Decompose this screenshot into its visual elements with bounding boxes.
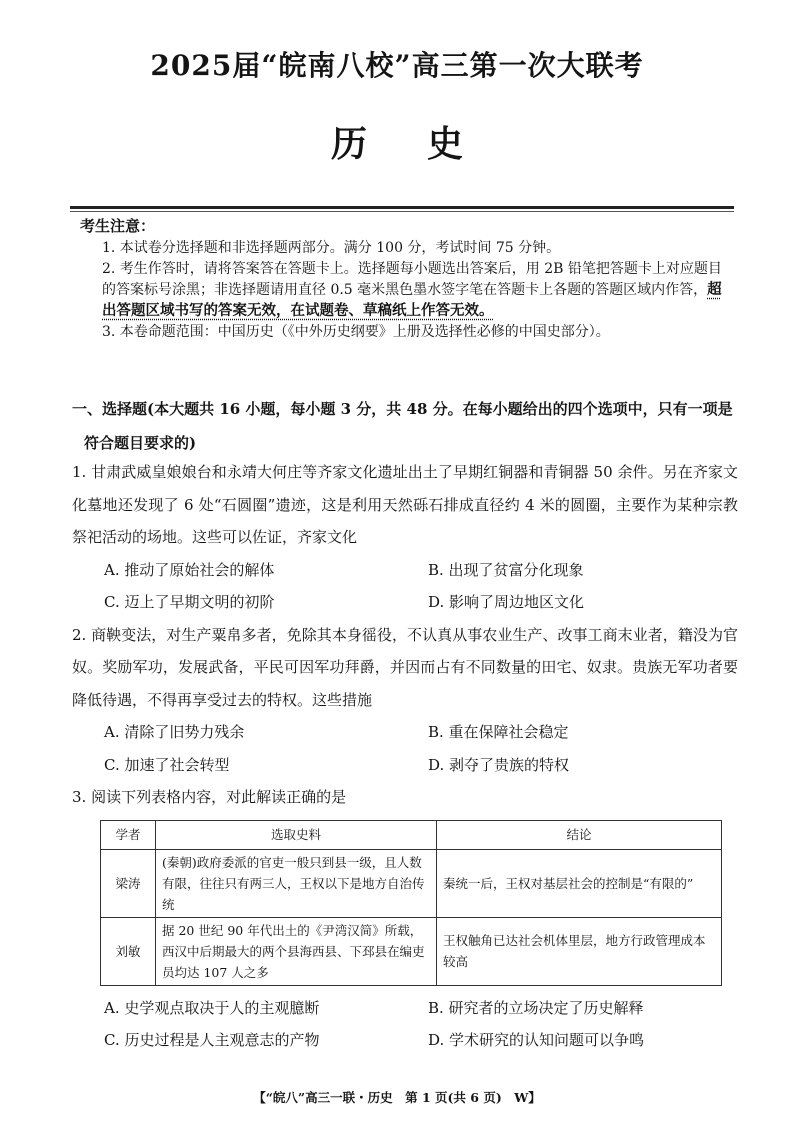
section-heading-line-2: 符合题目要求的) [84,434,197,452]
table-cell-conclusion: 王权触角已达社会机体里层，地方行政管理成本较高 [437,917,722,985]
question-1-option-c: C. 迈上了早期文明的初阶 [104,593,275,611]
question-1 [72,456,738,619]
question-3 [72,781,738,1057]
question-2-options-row-1 [72,716,738,749]
table-cell-scholar: 刘敏 [101,917,156,985]
question-3-option-a: A. 史学观点取决于人的主观臆断 [104,998,320,1017]
question-3-options-row-1 [72,992,738,1025]
section-heading-line-1: 一、选择题(本大题共 16 小题，每小题 3 分，共 48 分。在每小题给出的四个选项中，只有一项是 [72,400,733,418]
question-2 [72,619,738,782]
table-row [101,917,722,985]
question-3-option-b: B. 研究者的立场决定了历史解释 [428,998,644,1017]
question-1-options-row-2 [72,586,738,619]
notice-heading: 考生注意： [80,217,156,235]
table-cell-conclusion: 秦统一后，王权对基层社会的控制是“有限的” [437,849,722,917]
question-2-options-row-2 [72,749,738,782]
question-2-option-b: B. 重在保障社会稳定 [428,723,569,741]
table-cell-scholar: 梁涛 [101,849,156,917]
notice-item-1: 1. 本试卷分选择题和非选择题两部分。满分 100 分，考试时间 75 分钟。 [102,240,561,256]
table-header-conclusion: 结论 [437,820,722,849]
table-header-row [101,820,722,849]
table-row [101,849,722,917]
question-1-option-d: D. 影响了周边地区文化 [428,593,585,611]
header-divider-thin [70,211,734,212]
subject-title: 历史 [330,123,523,165]
question-3-options-row-2 [72,1024,738,1057]
question-3-option-d: D. 学术研究的认知问题可以争鸣 [428,1031,645,1049]
question-2-option-c: C. 加速了社会转型 [104,755,230,774]
question-1-stem: 1. 甘肃武威皇娘娘台和永靖大何庄等齐家文化遗址出土了早期红铜器和青铜器 50 余件。另在齐家文化墓地还发现了 6 处“石圆圈”遗迹，这是利用天然砾石排成直径约 4 米的圆圈，主要作为某种宗教祭祀活动的场地。这些可以佐证，齐家文化 [72,463,738,546]
question-2-option-d: D. 剥夺了贵族的特权 [428,755,570,774]
question-1-option-b: B. 出现了贫富分化现象 [428,560,584,579]
notice-item-2-text: 2. 考生作答时，请将答案答在答题卡上。选择题每小题选出答案后，用 2B 铅笔把答题卡上对应题目的答案标号涂黑；非选择题请用直径 0.5 毫米黑色墨水签字笔在答题卡上各题的答题区域内作答， [102,261,722,298]
question-1-option-a: A. 推动了原始社会的解体 [104,560,275,579]
section-heading [72,392,738,460]
question-1-options-row-1 [72,554,738,587]
question-3-table [100,820,722,986]
notice-item-2 [80,259,730,322]
page-footer: 【“皖八”高三一联・历史 第 1 页(共 6 页) W】 [253,1090,541,1105]
table-cell-material: (秦朝)政府委派的官吏一般只到县一级，且人数有限，往往只有两三人，王权以下是地方自治传统 [156,849,437,917]
question-2-stem: 2. 商鞅变法，对生产粟帛多者，免除其本身徭役，不认真从事农业生产、改事工商末业者，籍没为官奴。奖励军功，发展武备，平民可因军功拜爵，并因而占有不同数量的田宅、奴隶。贵族无军功者要降低待遇，不得再享受过去的特权。这些措施 [72,625,738,709]
table-cell-material: 据 20 世纪 90 年代出土的《尹湾汉简》所载，西汉中后期最大的两个县海西县、下邳县在编吏员均达 107 人之多 [156,917,437,985]
notice-item-3: 3. 本卷命题范围：中国历史（《中外历史纲要》上册及选择性必修的中国史部分）。 [102,324,610,340]
question-3-option-c: C. 历史过程是人主观意志的产物 [104,1031,320,1049]
table-header-material: 选取史料 [156,820,437,849]
table-header-scholar: 学者 [101,820,156,849]
question-list [72,456,738,1057]
notice-item-2-emphasis: 超出答题区域书写的答案无效，在试题卷、草稿纸上作答无效。 [102,282,722,319]
question-2-option-a: A. 清除了旧势力残余 [104,723,245,741]
question-3-stem: 3. 阅读下列表格内容，对此解读正确的是 [72,788,347,806]
candidate-notice [80,216,730,343]
exam-title: 2025届“皖南八校”高三第一次大联考 [150,49,644,82]
header-divider-thick [70,206,734,209]
